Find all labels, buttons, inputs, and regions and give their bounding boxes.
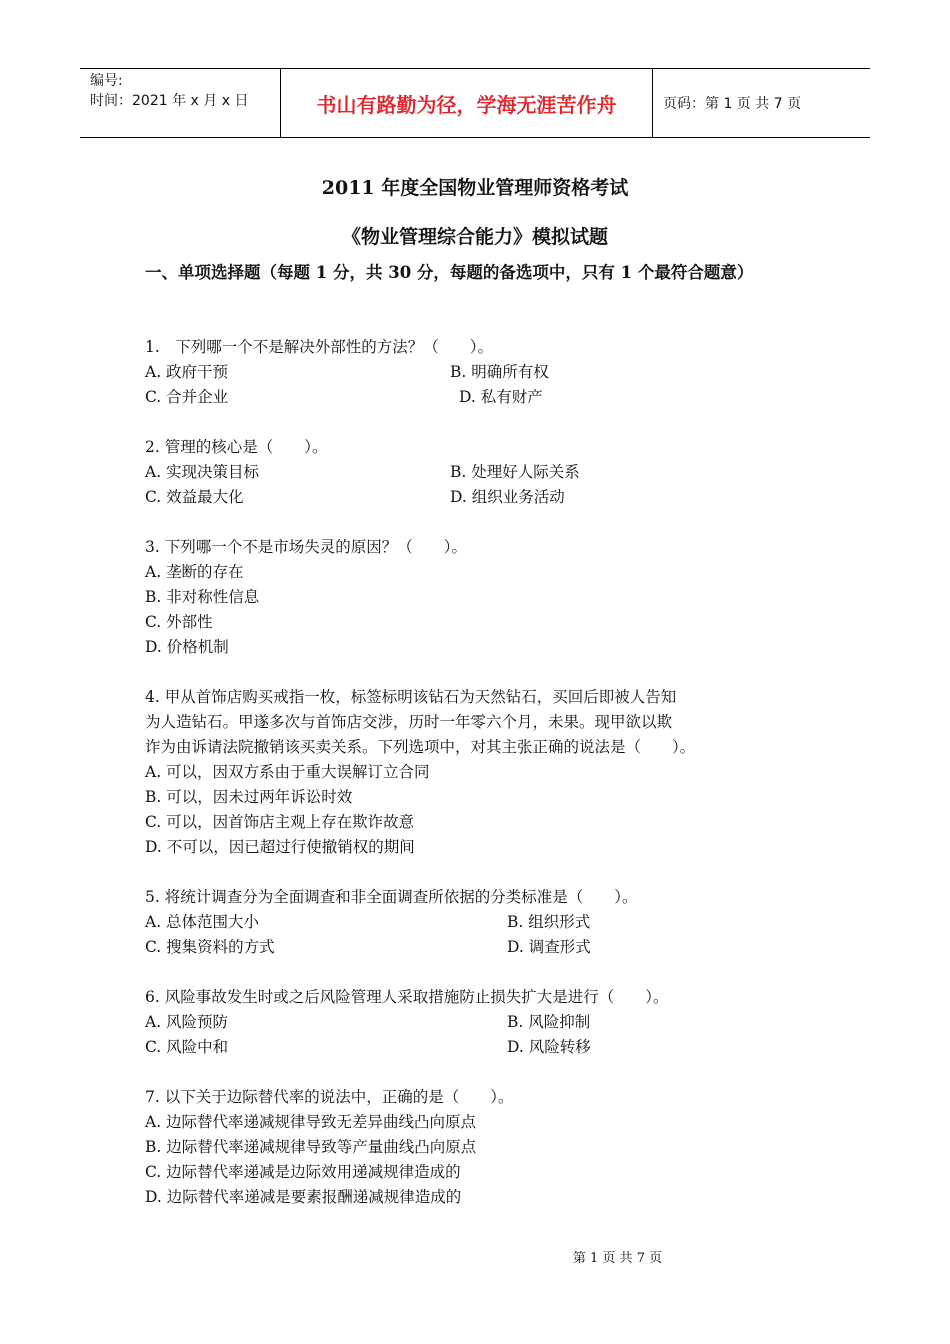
option-b: B. 边际替代率递减规律导致等产量曲线凸向原点 — [145, 1138, 477, 1156]
option-a: A. 风险预防 — [145, 1013, 229, 1031]
page-header — [80, 68, 870, 138]
option-c: C. 效益最大化 — [145, 488, 244, 506]
option-a: A. 实现决策目标 — [145, 463, 260, 481]
option-c: C. 搜集资料的方式 — [145, 938, 275, 956]
option-b: B. 处理好人际关系 — [450, 463, 580, 481]
option-b: B. 组织形式 — [507, 913, 591, 931]
option-d: D. 不可以，因已超过行使撤销权的期间 — [145, 838, 415, 856]
option-d: D. 边际替代率递减是要素报酬递减规律造成的 — [145, 1188, 462, 1206]
question-7 — [145, 1085, 825, 1210]
question-stem: 2. 管理的核心是（ ）。 — [145, 438, 328, 456]
question-1 — [145, 335, 825, 410]
question-stem: 1. 下列哪一个不是解决外部性的方法？（ ）。 — [145, 338, 494, 356]
header-page-info: 页码：第 1 页 共 7 页 — [663, 96, 802, 112]
section-heading: 一、单项选择题（每题 1 分，共 30 分，每题的备选项中，只有 1 个最符合题意） — [145, 263, 754, 282]
option-a: A. 边际替代率递减规律导致无差异曲线凸向原点 — [145, 1113, 477, 1131]
option-c: C. 边际替代率递减是边际效用递减规律造成的 — [145, 1163, 461, 1181]
option-a: A. 总体范围大小 — [145, 913, 260, 931]
option-c: C. 风险中和 — [145, 1038, 229, 1056]
question-stem-line-1: 4. 甲从首饰店购买戒指一枚，标签标明该钻石为天然钻石，买回后即被人告知 — [145, 688, 677, 706]
date-label: 时间：2021 年 x 月 x 日 — [90, 93, 249, 109]
header-motto: 书山有路勤为径，学海无涯苦作舟 — [281, 69, 653, 137]
option-d: D. 组织业务活动 — [450, 488, 565, 506]
option-b: B. 可以，因未过两年诉讼时效 — [145, 788, 353, 806]
option-c: C. 合并企业 — [145, 388, 229, 406]
question-6 — [145, 985, 825, 1060]
option-d: D. 价格机制 — [145, 638, 229, 656]
option-a: A. 政府干预 — [145, 363, 229, 381]
option-b: B. 明确所有权 — [450, 363, 549, 381]
option-d: D. 调查形式 — [507, 938, 591, 956]
code-label: 编号: — [90, 73, 123, 89]
document-title: 2011 年度全国物业管理师资格考试 — [321, 177, 629, 199]
question-stem: 7. 以下关于边际替代率的说法中，正确的是（ ）。 — [145, 1088, 514, 1106]
document-subtitle: 《物业管理综合能力》模拟试题 — [341, 226, 608, 248]
option-d: D. 私有财产 — [459, 388, 543, 406]
option-d: D. 风险转移 — [507, 1038, 591, 1056]
question-stem-line-2: 为人造钻石。甲遂多次与首饰店交涉，历时一年零六个月，未果。现甲欲以欺 — [145, 713, 673, 731]
question-stem: 3. 下列哪一个不是市场失灵的原因？（ ）。 — [145, 538, 467, 556]
question-2 — [145, 435, 825, 510]
option-a: A. 垄断的存在 — [145, 563, 244, 581]
option-b: B. 非对称性信息 — [145, 588, 260, 606]
question-stem: 5. 将统计调查分为全面调查和非全面调查所依据的分类标准是（ ）。 — [145, 888, 638, 906]
page-footer: 第 1 页 共 7 页 — [572, 1251, 663, 1266]
question-stem-line-3: 诈为由诉请法院撤销该买卖关系。下列选项中，对其主张正确的说法是（ ）。 — [145, 738, 696, 756]
header-meta — [80, 69, 281, 137]
option-c: C. 外部性 — [145, 613, 213, 631]
question-list — [145, 335, 825, 1235]
option-a: A. 可以，因双方系由于重大误解订立合同 — [145, 763, 430, 781]
question-5 — [145, 885, 825, 960]
option-c: C. 可以，因首饰店主观上存在欺诈故意 — [145, 813, 415, 831]
question-4 — [145, 685, 825, 860]
question-stem: 6. 风险事故发生时或之后风险管理人采取措施防止损失扩大是进行（ ）。 — [145, 988, 669, 1006]
question-3 — [145, 535, 825, 660]
option-b: B. 风险抑制 — [507, 1013, 591, 1031]
